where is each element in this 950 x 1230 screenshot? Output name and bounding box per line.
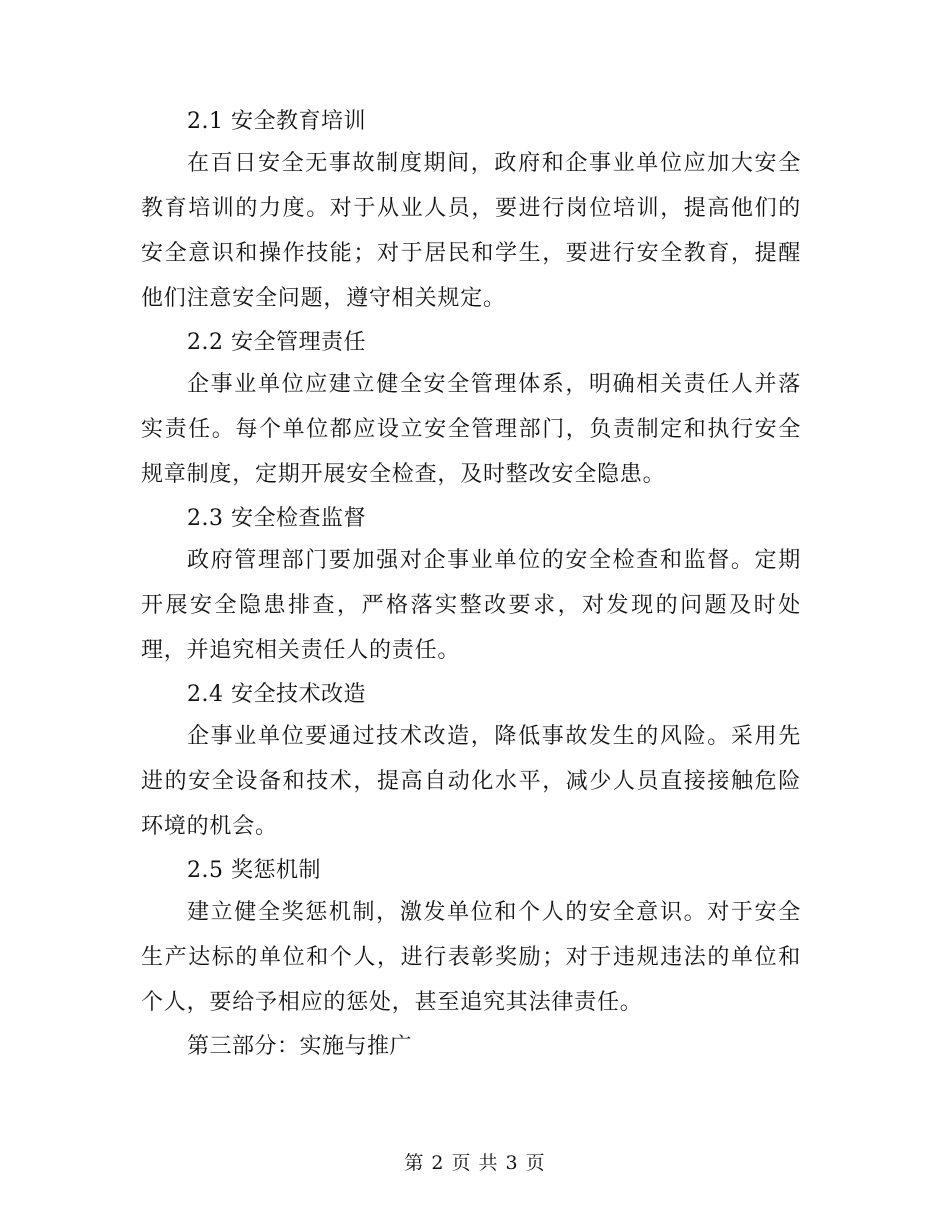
section-paragraph-2-1: 在百日安全无事故制度期间，政府和企事业单位应加大安全教育培训的力度。对于从业人员，要进行岗位培训，提高他们的安全意识和操作技能；对于居民和学生，要进行安全教育，提醒他们注意安全问题，遵守相关规定。 xyxy=(141,151,801,311)
section-heading-2-3: 2.3 安全检查监督 xyxy=(187,506,366,531)
section-paragraph-2-4: 企事业单位要通过技术改造，降低事故发生的风险。采用先进的安全设备和技术，提高自动化水平，减少人员直接接触危险环境的机会。 xyxy=(141,724,801,839)
section-paragraph-2-5: 建立健全奖惩机制，激发单位和个人的安全意识。对于安全生产达标的单位和个人，进行表彰奖励；对于违规违法的单位和个人，要给予相应的惩处，甚至追究其法律责任。 xyxy=(141,900,801,1015)
section-heading-2-1: 2.1 安全教育培训 xyxy=(187,109,366,134)
page-number-footer: 第 2 页 共 3 页 xyxy=(404,1152,546,1174)
section-paragraph-2-3: 政府管理部门要加强对企事业单位的安全检查和监督。定期开展安全隐患排查，严格落实整改要求，对发现的问题及时处理，并追究相关责任人的责任。 xyxy=(141,548,801,663)
section-paragraph-2-2: 企事业单位应建立健全安全管理体系，明确相关责任人并落实责任。每个单位都应设立安全管理部门，负责制定和执行安全规章制度，定期开展安全检查，及时整改安全隐患。 xyxy=(141,372,801,487)
part-three-heading: 第三部分：实施与推广 xyxy=(187,1034,413,1059)
document-body xyxy=(141,103,801,1066)
section-heading-2-4: 2.4 安全技术改造 xyxy=(187,682,366,707)
section-heading-2-5: 2.5 奖惩机制 xyxy=(187,858,321,883)
section-heading-2-2: 2.2 安全管理责任 xyxy=(187,330,366,355)
